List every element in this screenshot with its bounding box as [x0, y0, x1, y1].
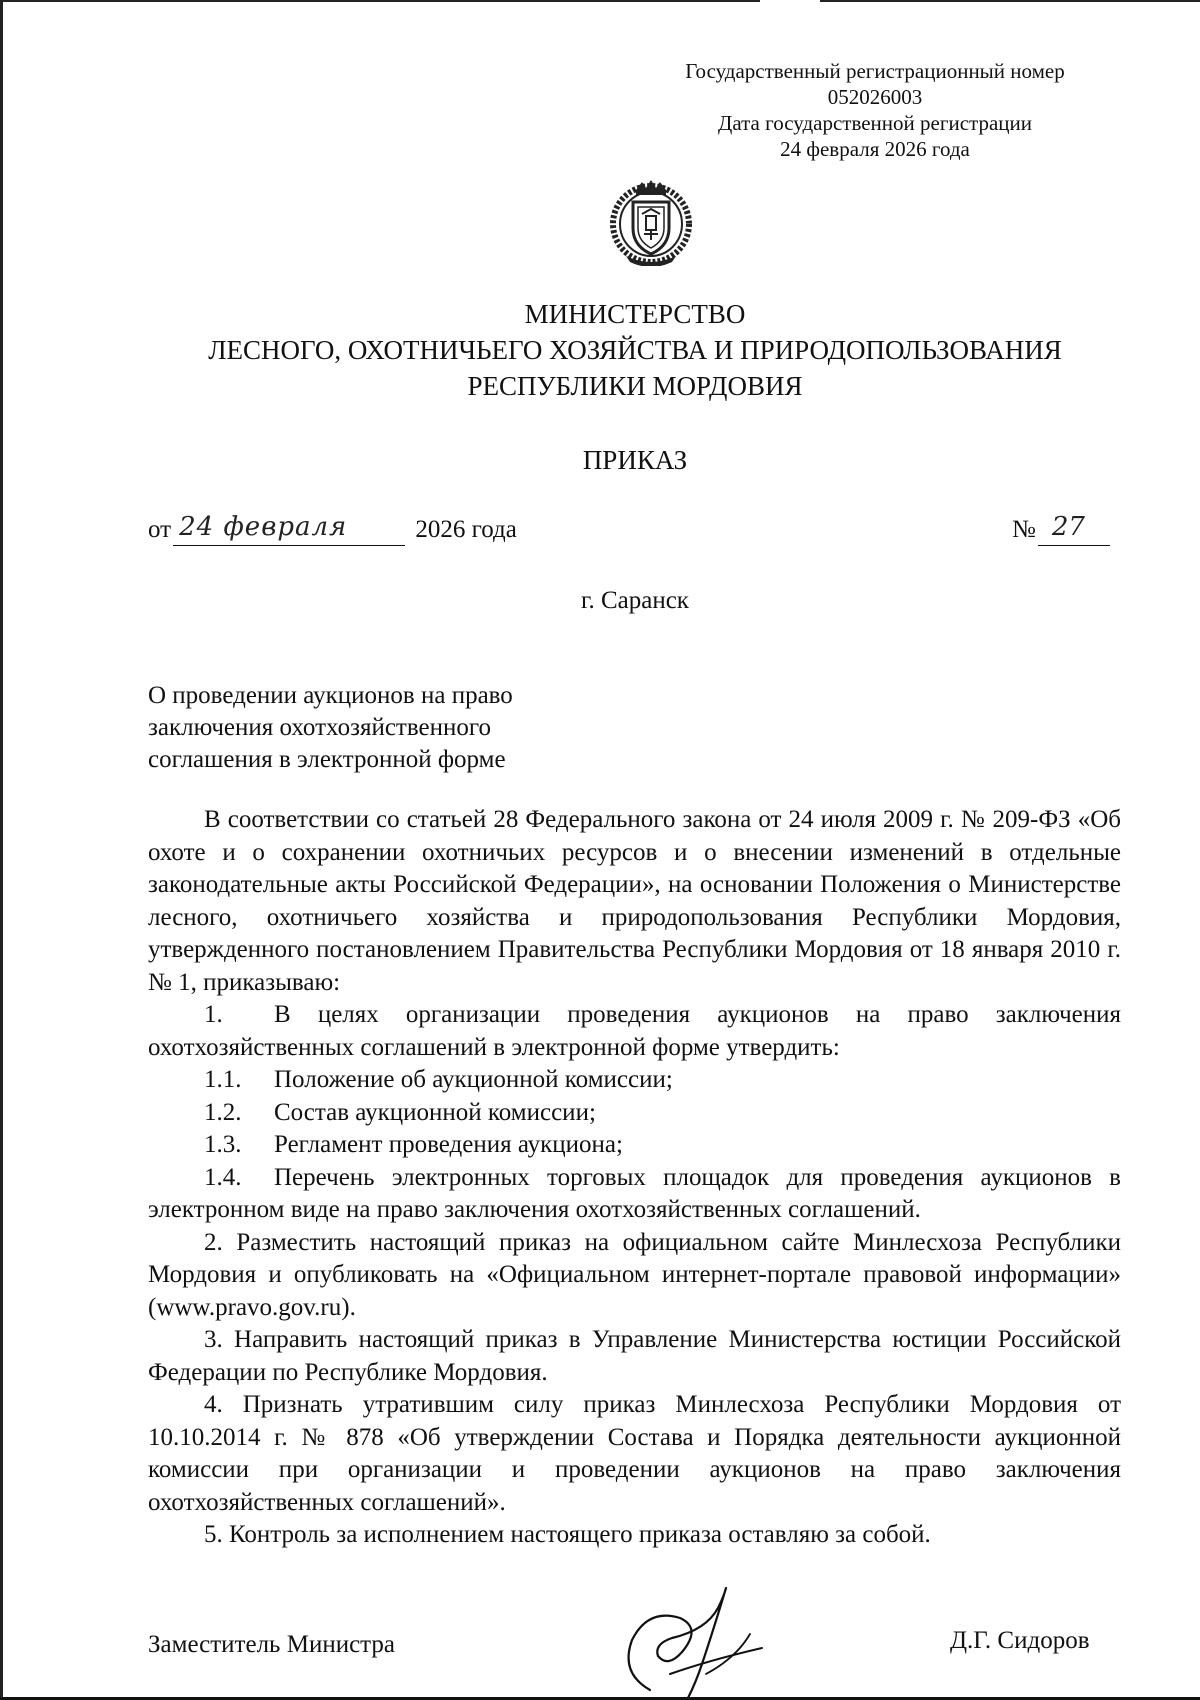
list-item-number: 3.: [204, 1326, 223, 1353]
order-date-year: 2026 года: [415, 516, 517, 543]
handwritten-number-field: [1038, 512, 1110, 546]
list-item-number: 5.: [204, 1521, 223, 1548]
list-item-text: В целях организации проведения аукционов на право заключения охотхозяйственных соглашений в электронной форме утвердить:: [148, 1001, 1121, 1061]
organization-line-2: ЛЕСНОГО, ОХОТНИЧЬЕГО ХОЗЯЙСТВА И ПРИРОДОПОЛЬЗОВАНИЯ: [208, 335, 1062, 365]
list-item: [148, 1389, 1121, 1519]
scan-top-border-gap: [760, 0, 820, 2]
list-item-text: Контроль за исполнением настоящего приказа оставляю за собой.: [229, 1521, 931, 1548]
list-item: [148, 1162, 1121, 1227]
subject-line-1: О проведении аукционов на право: [148, 682, 513, 709]
list-item-text: Признать утратившим силу приказ Минлесхоза Республики Мордовия от 10.10.2014 г. № 878 «Об утверждении Состава и Порядка деятельности аукционной комиссии при организации и проведении аукционов на право заключения охотхозяйственных соглашений».: [148, 1391, 1122, 1516]
coat-of-arms-emblem: [606, 176, 696, 266]
list-item-text: Состав аукционной комиссии;: [274, 1098, 596, 1126]
list-item: [148, 1227, 1121, 1325]
list-item-text: Направить настоящий приказ в Управление Министерства юстиции Российской Федерации по Республике Мордовия.: [148, 1326, 1121, 1386]
registration-number-label: Государственный регистрационный номер: [685, 59, 1065, 83]
order-number: [1012, 514, 1110, 546]
list-item: [148, 1097, 1121, 1130]
handwritten-date: 24 февраля: [179, 512, 348, 542]
list-item-number: 4.: [204, 1391, 223, 1418]
document-type-title: ПРИКАЗ: [582, 445, 688, 475]
list-item: [148, 1519, 1121, 1552]
list-item-number: 1.1.: [204, 1066, 242, 1093]
list-item-text: Положение об аукционной комиссии;: [274, 1066, 673, 1093]
order-body: [148, 804, 1121, 1552]
preamble-paragraph: В соответствии со статьей 28 Федерального закона от 24 июля 2009 г. № 209-ФЗ «Об охоте и о сохранении охотничьих ресурсов и о внесении изменений в отдельные законодательные акты Российской Федерации», на основании Положения о Министерстве лесного, охотничьего хозяйства и природопользования Республики Мордовия, утвержденного постановлением Правительства Республики Мордовия от 18 января 2010 г. № 1, приказываю:: [148, 806, 1121, 996]
signer-title: Заместитель Министра: [148, 1631, 395, 1658]
city: г. Саранск: [581, 587, 689, 614]
list-item-number: 1.4.: [204, 1163, 242, 1191]
handwritten-signature: [610, 1578, 810, 1700]
list-item-text: Разместить настоящий приказ на официальном сайте Минлесхоза Республики Мордовия и опубликовать на «Официальном интернет-портале правовой информации» (www.pravo.gov.ru).: [148, 1228, 1121, 1321]
organization-header: [140, 296, 1130, 404]
list-item: [148, 999, 1121, 1064]
organization-line-3: РЕСПУБЛИКИ МОРДОВИЯ: [467, 371, 803, 401]
handwritten-number: 27: [1051, 512, 1085, 542]
registration-date-label: Дата государственной регистрации: [718, 111, 1032, 135]
order-subject: [148, 680, 608, 776]
signer-name: Д.Г. Сидоров: [950, 1627, 1090, 1654]
list-item-number: 2.: [204, 1228, 223, 1256]
organization-line-1: МИНИСТЕРСТВО: [524, 299, 746, 329]
list-item: [148, 1064, 1121, 1097]
handwritten-date-field: [173, 512, 405, 546]
list-item: [148, 1129, 1121, 1162]
list-item: [148, 1324, 1121, 1389]
registration-block: [640, 58, 1110, 162]
registration-date: 24 февраля 2026 года: [780, 137, 970, 161]
list-item-text: Регламент проведения аукциона;: [274, 1131, 623, 1158]
order-number-prefix: №: [1012, 516, 1036, 543]
subject-line-3: соглашения в электронной форме: [148, 746, 506, 773]
scan-left-border: [0, 0, 3, 1700]
registration-number: 052026003: [827, 85, 923, 109]
list-item-text: Перечень электронных торговых площадок для проведения аукционов в электронном виде на право заключения охотхозяйственных соглашений.: [148, 1163, 1121, 1223]
list-item-number: 1.3.: [204, 1131, 242, 1158]
order-date-prefix: от: [148, 516, 172, 543]
list-item-number: 1.: [204, 1001, 223, 1028]
list-item-number: 1.2.: [204, 1098, 242, 1126]
order-date: [148, 514, 517, 546]
scan-top-border: [0, 0, 1200, 2]
subject-line-2: заключения охотхозяйственного: [148, 714, 491, 741]
